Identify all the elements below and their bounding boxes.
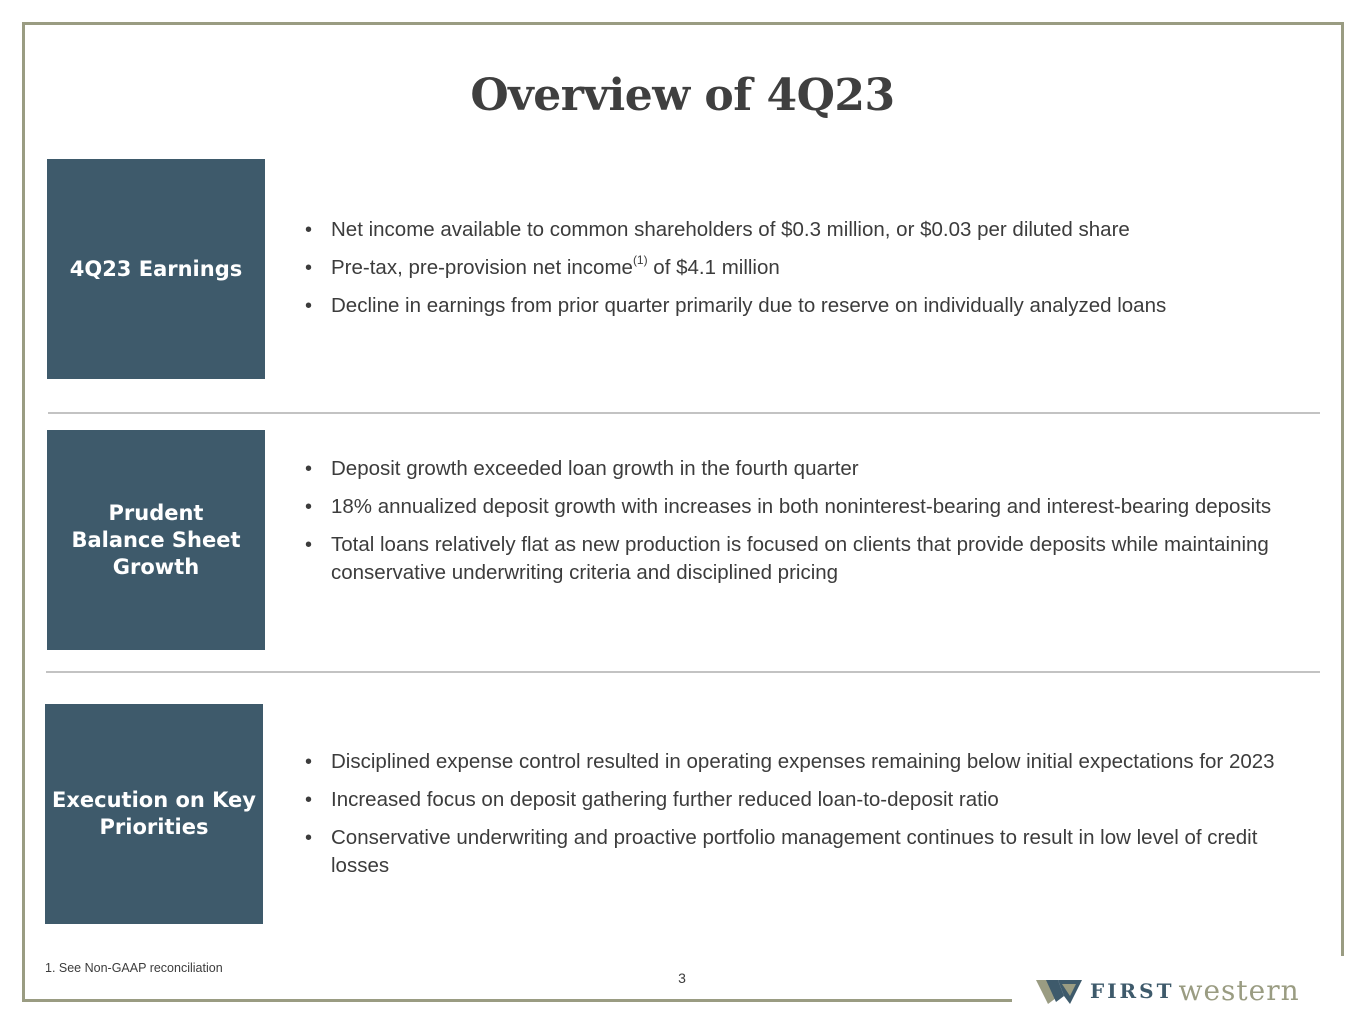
section-divider (46, 671, 1320, 673)
bullet-text: Disciplined expense control resulted in operating expenses remaining below initial expectations for 2023 (331, 750, 1275, 773)
section-label-line: Balance Sheet (71, 527, 241, 552)
footnote: 1. See Non-GAAP reconciliation (45, 961, 223, 975)
section-label-balance-sheet (47, 430, 265, 650)
earnings-bullet-list (305, 216, 1295, 330)
logo-word-first: FIRST (1090, 978, 1175, 1003)
bullet-text: Conservative underwriting and proactive portfolio management continues to result in low level of credit losses (331, 826, 1258, 877)
section-label-priorities (45, 704, 263, 924)
section-label-line: Growth (112, 554, 200, 579)
frame-bottom-border (22, 999, 1012, 1002)
first-western-w-icon (1036, 976, 1082, 1006)
section-divider (48, 412, 1320, 414)
slide-title: Overview of 4Q23 (470, 70, 895, 121)
frame-top-border (22, 22, 1344, 25)
logo-word-western: western (1178, 974, 1300, 1007)
bullet-item (305, 531, 1295, 587)
page-number: 3 (678, 970, 686, 986)
priorities-bullet-list (305, 748, 1295, 890)
bullet-item (305, 216, 1295, 244)
bullet-item (305, 748, 1295, 776)
bullet-text: Increased focus on deposit gathering further reduced loan-to-deposit ratio (331, 788, 999, 811)
bullet-item (305, 824, 1295, 880)
footnote-reference: (1) (632, 253, 648, 268)
bullet-text: 18% annualized deposit growth with increases in both noninterest-bearing and interest-bearing deposits (331, 495, 1272, 518)
section-label-earnings (47, 159, 265, 379)
bullet-item (305, 786, 1295, 814)
bullet-text: Deposit growth exceeded loan growth in the fourth quarter (331, 457, 859, 480)
section-label-line: Priorities (99, 815, 209, 839)
bullet-item (305, 493, 1295, 521)
section-label-line: Prudent (108, 500, 204, 525)
bullet-item (305, 254, 1295, 282)
section-label-line: Execution on Key (52, 788, 256, 812)
frame-right-border (1341, 22, 1344, 956)
bullet-text: Decline in earnings from prior quarter primarily due to reserve on individually analyzed loans (331, 294, 1167, 317)
bullet-text: of $4.1 million (647, 256, 780, 279)
bullet-text: Net income available to common shareholders of $0.3 million, or $0.03 per diluted share (331, 218, 1130, 241)
frame-left-border (22, 22, 25, 1002)
bullet-text: Total loans relatively flat as new production is focused on clients that provide deposits while maintaining conservative underwriting criteria and disciplined pricing (331, 533, 1269, 584)
bullet-item (305, 292, 1295, 320)
bullet-text: Pre-tax, pre-provision net income (331, 256, 633, 279)
bullet-item (305, 455, 1295, 483)
company-logo (1036, 974, 1300, 1007)
section-label-line: 4Q23 Earnings (69, 256, 243, 281)
balance-sheet-bullet-list (305, 455, 1295, 597)
